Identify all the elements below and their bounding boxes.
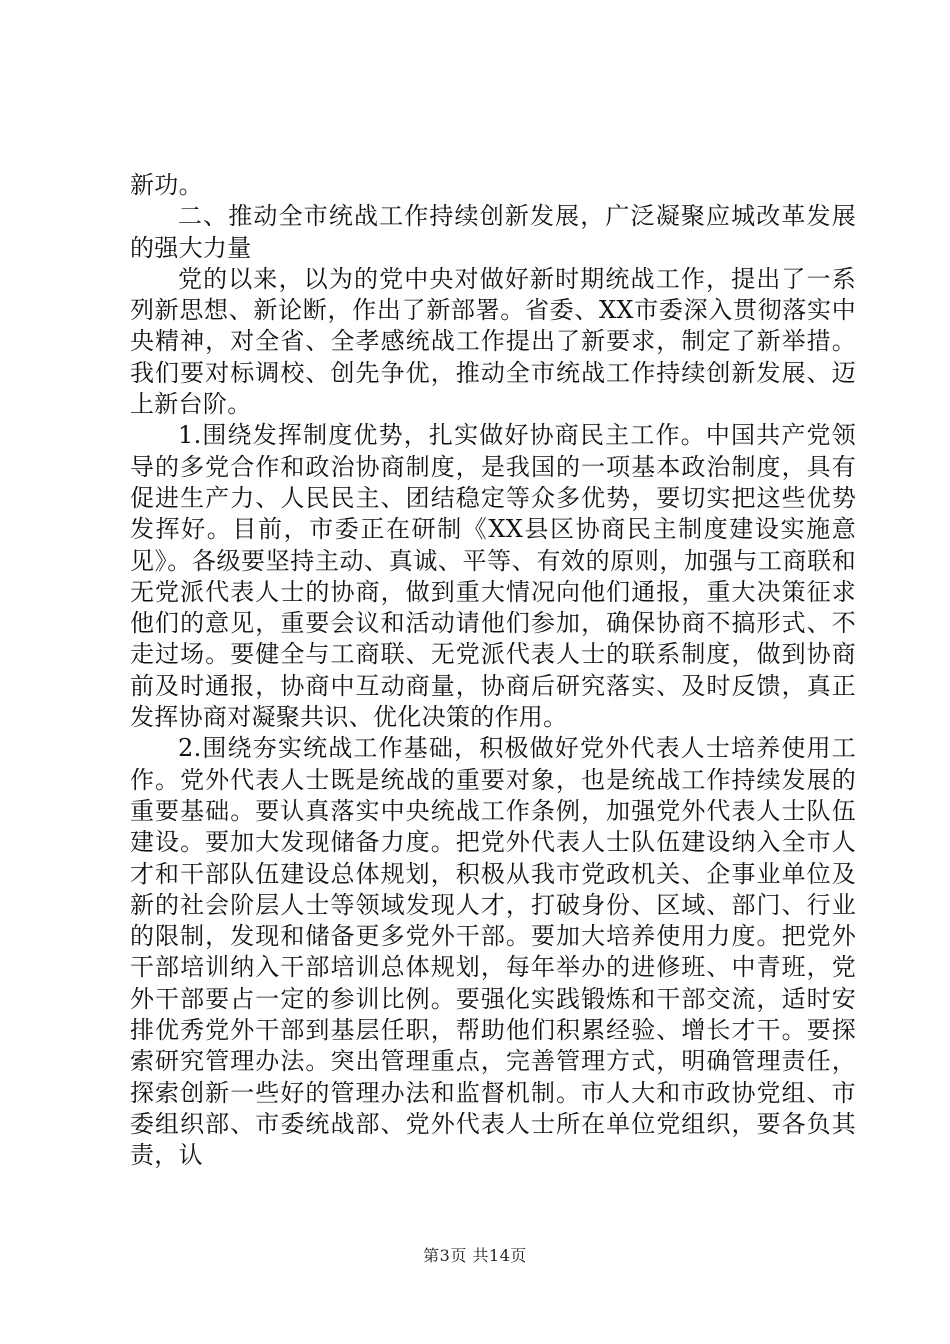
paragraph-item-1: 1.围绕发挥制度优势，扎实做好协商民主工作。中国共产党领导的多党合作和政治协商制度，是我国的一项基本政治制度，具有促进生产力、人民民主、团结稳定等众多优势，要切实把这些优势发挥好。目前，市委正在研制《XX县区协商民主制度建设实施意见》。各级要坚持主动、真诚、平等、有效的原则，加强与工商联和无党派代表人士的协商，做到重大情况向他们通报，重大决策征求他们的意见，重要会议和活动请他们参加，确保协商不搞形式、不走过场。要健全与工商联、无党派代表人士的联系制度，做到协商前及时通报，协商中互动商量，协商后研究落实、及时反馈，真正发挥协商对凝聚共识、优化决策的作用。 xyxy=(130,421,856,732)
paragraph-intro: 党的以来，以为的党中央对做好新时期统战工作，提出了一系列新思想、新论断，作出了新部署。省委、XX市委深入贯彻落实中央精神，对全省、全孝感统战工作提出了新要求，制定了新举措。我们要对标调校、创先争优，推动全市统战工作持续创新发展、迈上新台阶。 xyxy=(130,264,856,419)
document-body xyxy=(130,170,856,1172)
page-footer: 第3页 共14页 xyxy=(423,1246,527,1265)
section-heading: 二、推动全市统战工作持续创新发展，广泛凝聚应城改革发展的强大力量 xyxy=(130,202,856,262)
paragraph-item-2: 2.围绕夯实统战工作基础，积极做好党外代表人士培养使用工作。党外代表人士既是统战的重要对象，也是统战工作持续发展的重要基础。要认真落实中央统战工作条例，加强党外代表人士队伍建设。要加大发现储备力度。把党外代表人士队伍建设纳入全市人才和干部队伍建设总体规划，积极从我市党政机关、企事业单位及新的社会阶层人士等领域发现人才，打破身份、区域、部门、行业的限制，发现和储备更多党外干部。要加大培养使用力度。把党外干部培训纳入干部培训总体规划，每年举办的进修班、中青班，党外干部要占一定的参训比例。要强化实践锻炼和干部交流，适时安排优秀党外干部到基层任职，帮助他们积累经验、增长才干。要探索研究管理办法。突出管理重点，完善管理方式，明确管理责任，探索创新一些好的管理办法和监督机制。市人大和市政协党组、市委组织部、市委统战部、党外代表人士所在单位党组织，要各负其责，认 xyxy=(130,734,856,1170)
paragraph-continuation: 新功。 xyxy=(130,171,203,199)
